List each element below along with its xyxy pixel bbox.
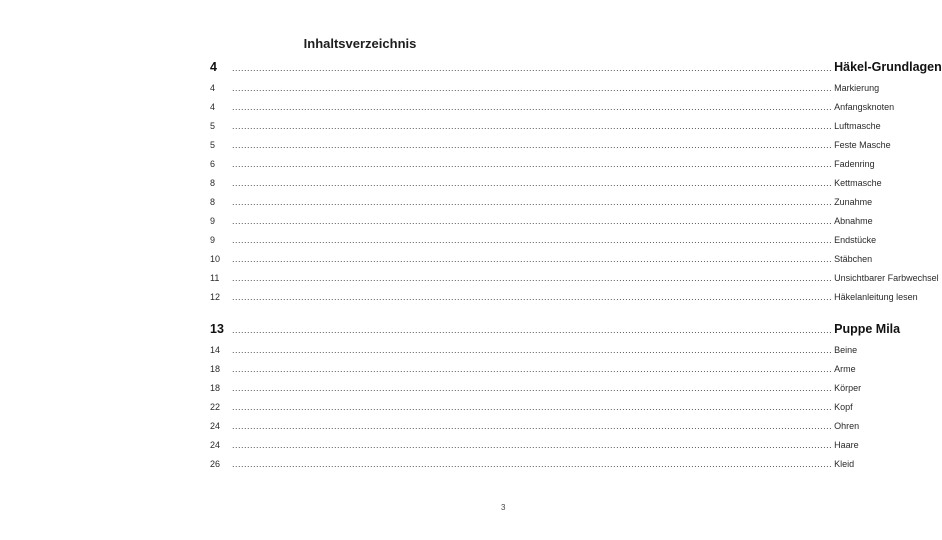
toc-dot-leader: ........................................................................................................................................................................................................: [232, 440, 833, 450]
toc-entry: [210, 177, 882, 189]
toc-dot-leader: ........................................................................................................................................................................................................: [232, 383, 833, 393]
toc-entry-label: Kleid: [834, 459, 855, 469]
page-title: Inhaltsverzeichnis: [303, 36, 417, 51]
toc-entry-label: Unsichtbarer Farbwechsel: [834, 273, 939, 283]
toc-entry-label: Markierung: [834, 83, 880, 93]
toc-entry-label: Puppe Mila: [834, 322, 901, 336]
toc-page-number: 24: [210, 421, 221, 431]
toc-page-number: 14: [210, 345, 221, 355]
toc-entry-label: Arme: [834, 364, 856, 374]
toc-page-number: 9: [210, 216, 216, 226]
toc-entry-label: Haare: [834, 440, 859, 450]
toc-dot-leader: ........................................................................................................................................................................................................: [232, 121, 833, 131]
toc-page-number: 8: [210, 178, 216, 188]
toc-dot-leader: ........................................................................................................................................................................................................: [232, 83, 833, 93]
toc-page-number: 6: [210, 159, 216, 169]
toc-page-number: 4: [210, 83, 216, 93]
toc-dot-leader: ........................................................................................................................................................................................................: [232, 102, 833, 112]
toc-entry: [210, 82, 880, 94]
toc-entry-label: Beine: [834, 345, 858, 355]
toc-dot-leader: ........................................................................................................................................................................................................: [232, 254, 833, 264]
toc-section-entry: [210, 60, 942, 76]
toc-dot-leader: ........................................................................................................................................................................................................: [232, 421, 833, 431]
toc-page-number: 8: [210, 197, 216, 207]
toc-entry: [210, 382, 862, 394]
toc-entry-label: Kettmasche: [834, 178, 882, 188]
toc-page-number: 10: [210, 254, 221, 264]
toc-dot-leader: ........................................................................................................................................................................................................: [232, 216, 833, 226]
toc-dot-leader: ........................................................................................................................................................................................................: [232, 292, 833, 302]
toc-entry-label: Häkel-Grundlagen: [834, 60, 942, 74]
toc-page-number: 5: [210, 121, 216, 131]
toc-page-number: 18: [210, 383, 221, 393]
toc-entry-label: Abnahme: [834, 216, 873, 226]
toc-entry: [210, 101, 895, 113]
toc-dot-leader: ........................................................................................................................................................................................................: [232, 402, 833, 412]
toc-dot-leader: ........................................................................................................................................................................................................: [232, 178, 833, 188]
toc-page-number: 24: [210, 440, 221, 450]
toc-entry-label: Fadenring: [834, 159, 875, 169]
toc-entry-label: Luftmasche: [834, 121, 881, 131]
toc-entry: [210, 272, 939, 284]
toc-dot-leader: ........................................................................................................................................................................................................: [232, 63, 833, 73]
toc-entry-label: Körper: [834, 383, 862, 393]
toc-entry: [210, 420, 860, 432]
toc-dot-leader: ........................................................................................................................................................................................................: [232, 459, 833, 469]
toc-entry: [210, 120, 881, 132]
toc-page-number: 4: [210, 60, 217, 74]
toc-page-number: 13: [210, 322, 224, 336]
toc-dot-leader: ........................................................................................................................................................................................................: [232, 345, 833, 355]
table-of-contents: [210, 0, 942, 540]
toc-entry: [210, 253, 873, 265]
toc-page-number: 22: [210, 402, 221, 412]
toc-entry-label: Feste Masche: [834, 140, 891, 150]
toc-dot-leader: ........................................................................................................................................................................................................: [232, 159, 833, 169]
toc-dot-leader: ........................................................................................................................................................................................................: [232, 364, 833, 374]
toc-page-number: 4: [210, 102, 216, 112]
toc-dot-leader: ........................................................................................................................................................................................................: [232, 235, 833, 245]
toc-entry: [210, 196, 873, 208]
toc-entry: [210, 234, 877, 246]
toc-page-number: 18: [210, 364, 221, 374]
toc-page-number: 12: [210, 292, 221, 302]
toc-page-number: 9: [210, 235, 216, 245]
toc-dot-leader: ........................................................................................................................................................................................................: [232, 273, 833, 283]
toc-dot-leader: ........................................................................................................................................................................................................: [232, 197, 833, 207]
toc-page-number: 26: [210, 459, 221, 469]
toc-entry-label: Zunahme: [834, 197, 873, 207]
toc-entry-label: Endstücke: [834, 235, 877, 245]
toc-entry-label: Anfangsknoten: [834, 102, 895, 112]
toc-page-number: 11: [210, 273, 220, 283]
toc-entry: [210, 291, 918, 303]
toc-entry: [210, 215, 873, 227]
toc-entry-label: Stäbchen: [834, 254, 873, 264]
toc-entry: [210, 344, 858, 356]
toc-entry: [210, 363, 856, 375]
toc-entry: [210, 439, 859, 451]
toc-entry: [210, 158, 875, 170]
toc-dot-leader: ........................................................................................................................................................................................................: [232, 140, 833, 150]
toc-entry: [210, 458, 855, 470]
toc-entry: [210, 401, 853, 413]
toc-section-entry: [210, 322, 901, 338]
toc-page-number: 5: [210, 140, 216, 150]
toc-entry: [210, 139, 891, 151]
toc-dot-leader: ........................................................................................................................................................................................................: [232, 325, 833, 335]
page-number: 3: [501, 503, 506, 512]
toc-entry-label: Häkelanleitung lesen: [834, 292, 918, 302]
toc-entry-label: Ohren: [834, 421, 860, 431]
toc-entry-label: Kopf: [834, 402, 853, 412]
